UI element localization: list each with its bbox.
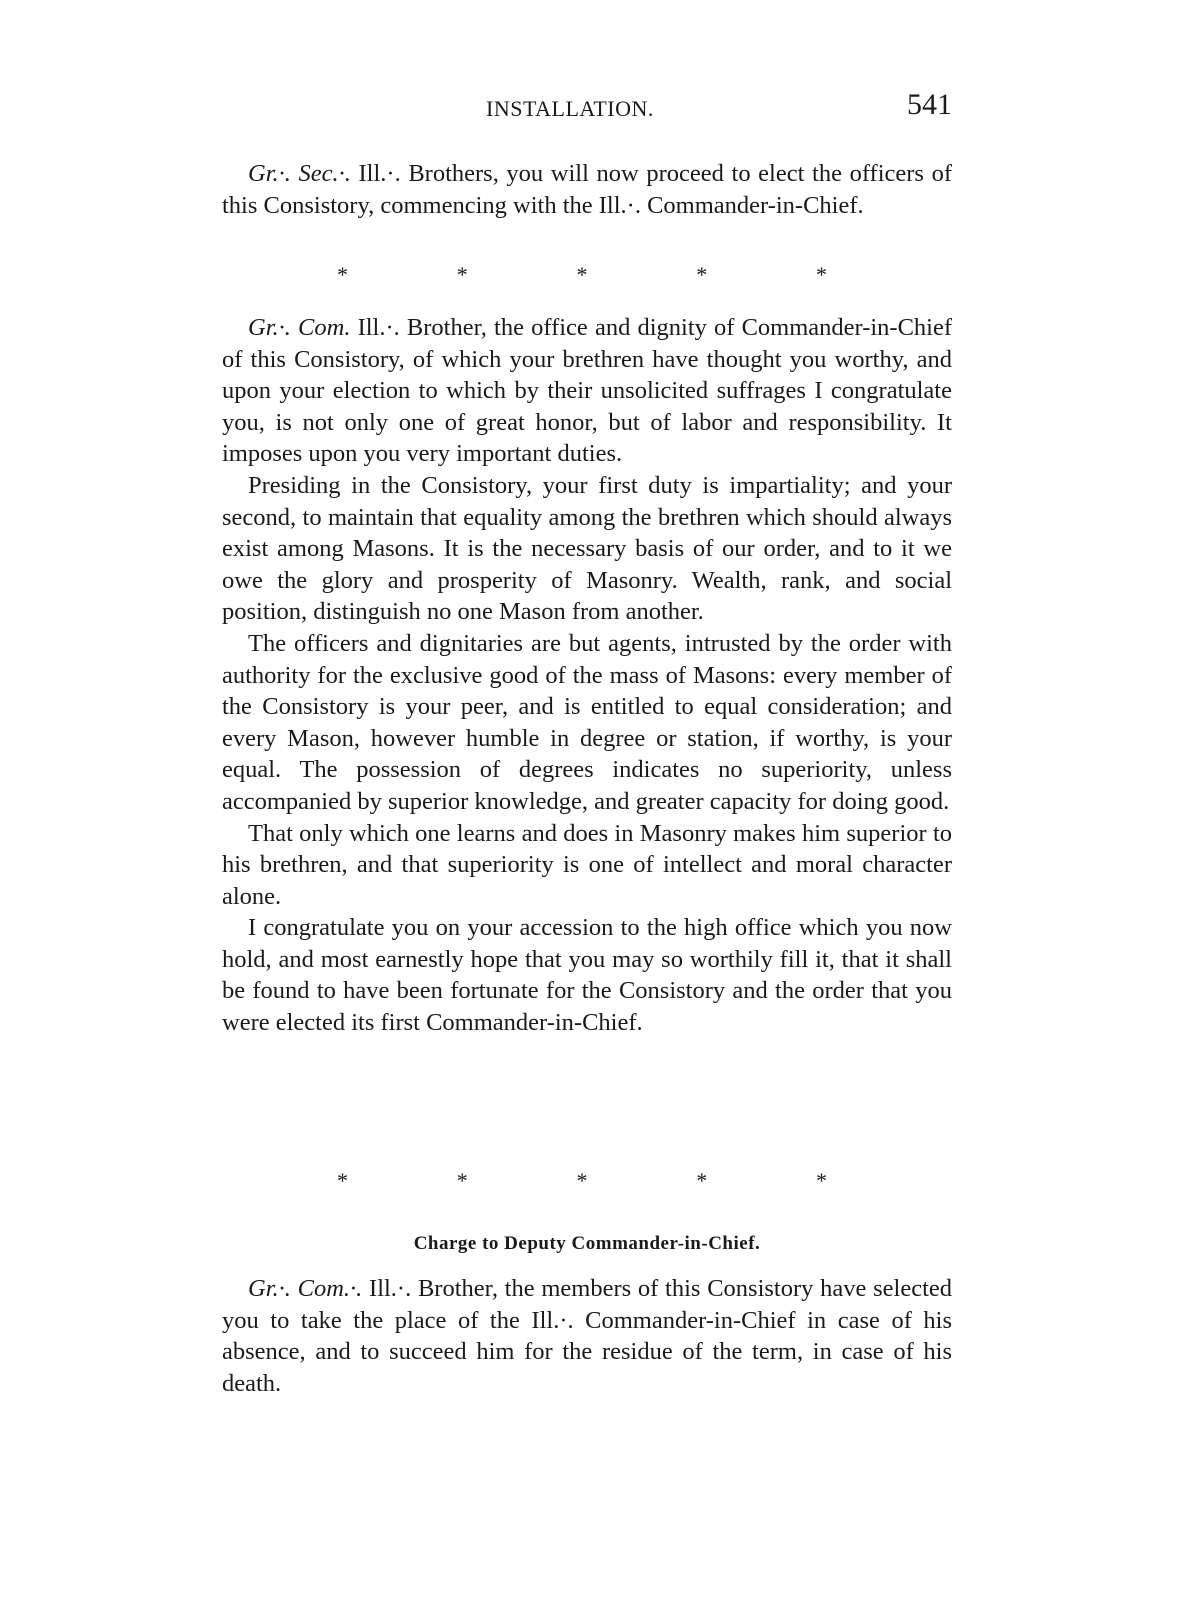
running-head xyxy=(222,88,952,128)
paragraph-block-1 xyxy=(222,158,952,221)
separator-block-1 xyxy=(222,262,952,288)
paragraph xyxy=(222,1273,952,1399)
paragraph xyxy=(222,158,952,221)
paragraph-block-2 xyxy=(222,312,952,1039)
paragraph xyxy=(222,312,952,470)
section-heading-block xyxy=(222,1233,952,1255)
asterisk: * xyxy=(456,1168,468,1193)
asterism-separator xyxy=(337,1168,827,1194)
asterisk: * xyxy=(337,262,348,287)
asterism-separator xyxy=(337,262,827,288)
paragraph-text: Ill.·. Brothers, you will now proceed to elect the officers of this Consistory, commencing with the Ill.·. Commander-in-Chief. xyxy=(222,160,952,219)
speaker-label: Gr.·. Sec.·. xyxy=(248,160,351,187)
asterisk: * xyxy=(576,262,588,287)
paragraph: The officers and dignitaries are but agents, intrusted by the order with authority for the exclusive good of the mass of Masons: every member of the Consistory is your peer, and is entitled to equal consideration; and every Mason, however humble in degree or station, if worthy, is your equal. The possession of degrees indicates no superiority, unless accompanied by superior knowledge, and greater capacity for doing good. xyxy=(222,629,952,815)
book-page xyxy=(222,0,952,1600)
running-head-title: INSTALLATION. xyxy=(486,96,654,121)
paragraph-block-3 xyxy=(222,1273,952,1399)
page-number: 541 xyxy=(907,88,952,121)
asterisk: * xyxy=(696,262,708,287)
paragraph: That only which one learns and does in Masonry makes him superior to his brethren, and that superiority is one of intellect and moral character alone. xyxy=(222,819,952,910)
paragraph: I congratulate you on your accession to the high office which you now hold, and most earnestly hope that you may so worthily fill it, that it shall be found to have been fortunate for the Consistory and the order that you were elected its first Commander-in-Chief. xyxy=(222,914,952,1037)
speaker-label: Gr.·. Com. xyxy=(248,314,351,341)
paragraph-text: Ill.·. Brother, the office and dignity of Commander-in-Chief of this Consistory, of which your brethren have thought you worthy, and upon your election to which by their unsolicited suffrages I congratulate you, is not only one of great honor, but of labor and responsibility. It imposes upon you very important duties. xyxy=(222,314,952,468)
speaker-label: Gr.·. Com.·. xyxy=(248,1275,363,1302)
section-heading: Charge to Deputy Commander-in-Chief. xyxy=(413,1233,761,1254)
asterisk: * xyxy=(337,1168,348,1193)
paragraph-text: Ill.·. Brother, the members of this Consistory have selected you to take the place of the Ill.·. Commander-in-Chief in case of his absence, and to succeed him for the residue of the term, in case of his death. xyxy=(222,1275,952,1397)
separator-block-2 xyxy=(222,1168,952,1194)
asterisk: * xyxy=(576,1168,588,1193)
asterisk: * xyxy=(816,262,827,287)
paragraph: Presiding in the Consistory, your first duty is impartiality; and your second, to maintain that equality among the brethren which should always exist among Masons. It is the necessary basis of our order, and to it we owe the glory and prosperity of Masonry. Wealth, rank, and social position, distinguish no one Mason from another. xyxy=(222,471,952,626)
asterisk: * xyxy=(456,262,468,287)
asterisk: * xyxy=(696,1168,708,1193)
asterisk: * xyxy=(816,1168,827,1193)
